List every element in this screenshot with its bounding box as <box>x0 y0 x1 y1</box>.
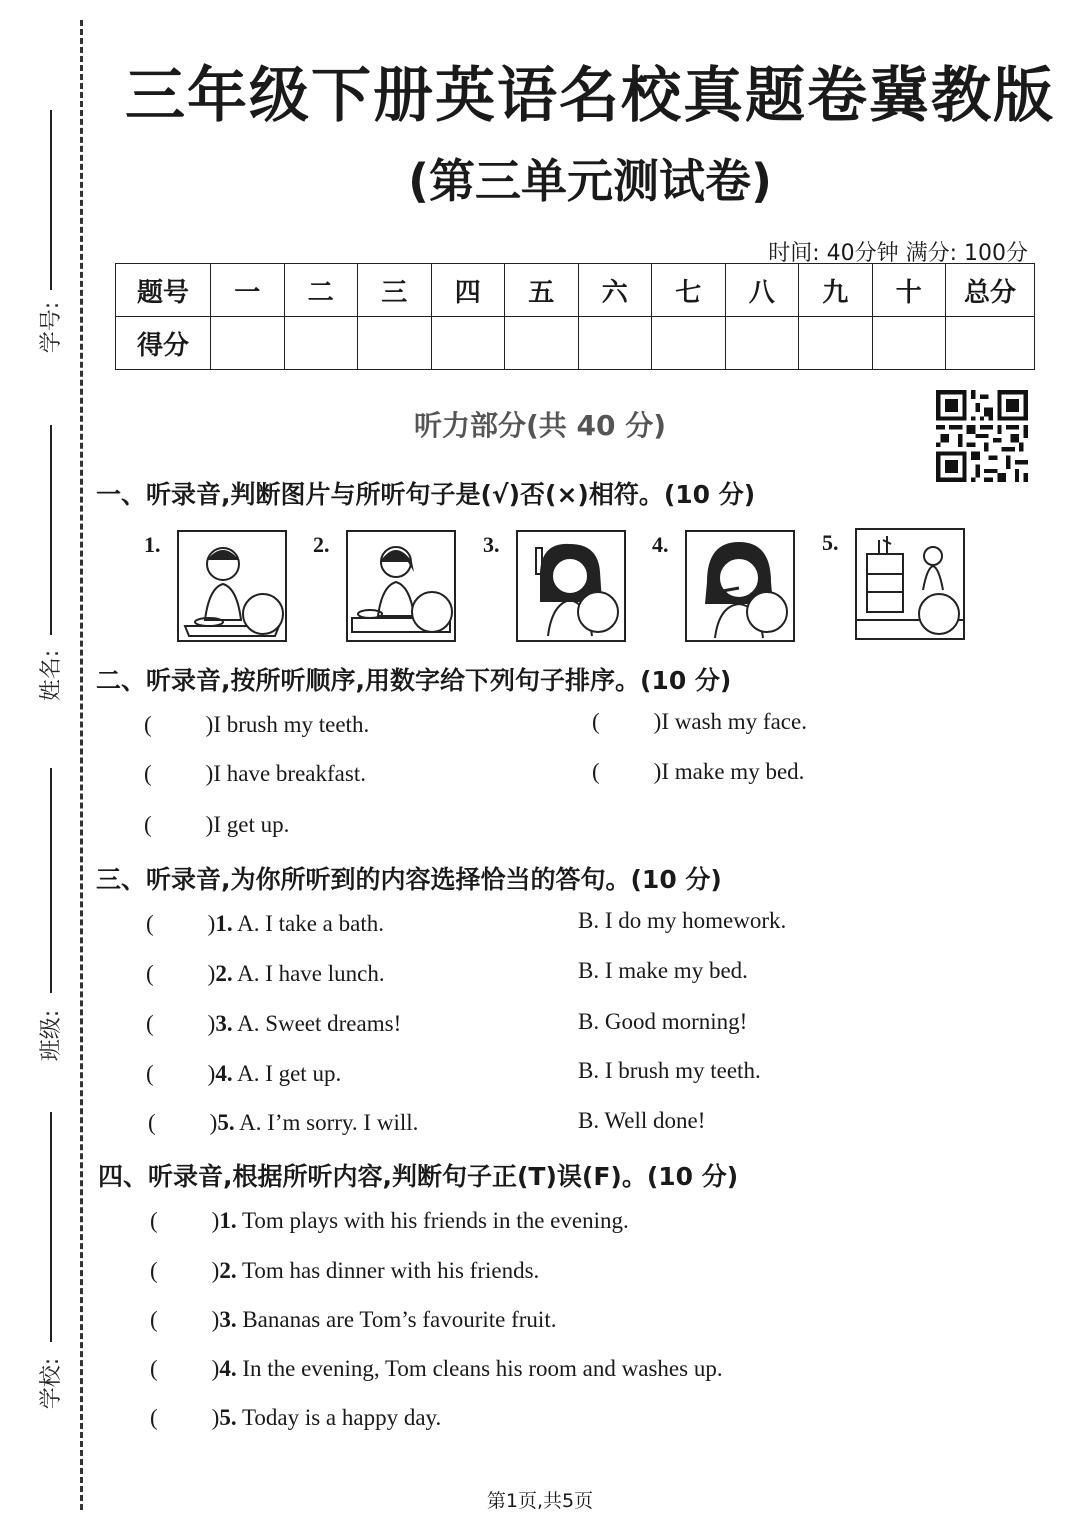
q4-heading: 四、听录音,根据所听内容,判断句子正(T)误(F)。(10 分) <box>98 1162 739 1191</box>
score-cell: 九 <box>799 264 873 317</box>
name-rule <box>50 425 52 635</box>
question-number: 1. <box>219 1208 237 1233</box>
score-cell: 题号 <box>116 264 211 317</box>
boy-washing-dishes-icon <box>179 532 285 640</box>
option-b: B. I brush my teeth. <box>578 1058 761 1083</box>
answer-paren-close: ) <box>209 1110 218 1135</box>
list-item <box>150 1356 723 1382</box>
answer-paren-open[interactable]: ( <box>150 1356 158 1381</box>
answer-paren-close: ) <box>653 709 662 734</box>
page-title: 三年级下册英语名校真题卷冀教版 <box>125 61 1055 131</box>
girl-brushing-teeth-icon <box>687 532 793 640</box>
score-cell: 三 <box>358 264 432 317</box>
score-table-score-row <box>116 317 1035 370</box>
list-item <box>146 961 385 987</box>
question-number: 3. <box>219 1307 237 1332</box>
statement-text: In the evening, Tom cleans his room and washes up. <box>242 1356 723 1381</box>
list-item <box>144 712 369 738</box>
option-a: A. I have lunch. <box>237 961 385 986</box>
question-number: 2. <box>219 1258 237 1283</box>
answer-paren-open[interactable]: ( <box>148 1110 156 1135</box>
score-blank[interactable] <box>872 317 946 370</box>
answer-paren-close: ) <box>211 1405 220 1430</box>
picture-3 <box>516 530 626 642</box>
score-blank[interactable] <box>725 317 799 370</box>
score-blank[interactable] <box>431 317 505 370</box>
exam-meta: 时间: 40分钟 满分: 100分 <box>768 241 1028 266</box>
answer-paren-open[interactable]: ( <box>150 1307 158 1332</box>
sentence-text: I brush my teeth. <box>213 712 370 737</box>
answer-paren-open[interactable]: ( <box>146 1061 154 1086</box>
question-number: 4. <box>215 1061 233 1086</box>
answer-paren-open[interactable]: ( <box>150 1208 158 1233</box>
statement-text: Tom has dinner with his friends. <box>241 1258 540 1283</box>
option-a: A. I’m sorry. I will. <box>239 1110 419 1135</box>
option-b: B. Good morning! <box>578 1009 748 1034</box>
score-table-header-row <box>116 264 1035 317</box>
list-item <box>150 1208 629 1234</box>
picture-2 <box>346 530 456 642</box>
list-item <box>146 1061 341 1087</box>
question-number: 5. <box>219 1405 237 1430</box>
option-b: B. Well done! <box>578 1108 706 1133</box>
statement-text: Bananas are Tom’s favourite fruit. <box>242 1307 557 1332</box>
answer-paren-close: ) <box>207 961 216 986</box>
option-a: A. I get up. <box>237 1061 342 1086</box>
student-id-label: 学号: <box>39 301 65 354</box>
answer-paren-close: ) <box>207 1011 216 1036</box>
answer-paren-close: ) <box>205 812 214 837</box>
score-cell: 五 <box>505 264 579 317</box>
picture-1 <box>177 530 287 642</box>
answer-paren-open[interactable]: ( <box>592 709 600 734</box>
score-blank[interactable] <box>946 317 1035 370</box>
picture-4 <box>685 530 795 642</box>
score-blank[interactable] <box>211 317 285 370</box>
list-item <box>144 812 289 838</box>
score-blank[interactable] <box>578 317 652 370</box>
answer-paren-open[interactable]: ( <box>146 911 154 936</box>
answer-paren-close: ) <box>211 1307 220 1332</box>
question-number: 5. <box>217 1110 235 1135</box>
score-cell: 总分 <box>946 264 1035 317</box>
q2-heading: 二、听录音,按所听顺序,用数字给下列句子排序。(10 分) <box>96 666 732 695</box>
option-b: B. I do my homework. <box>578 908 787 933</box>
score-cell: 十 <box>872 264 946 317</box>
score-blank[interactable] <box>652 317 726 370</box>
list-item <box>146 1011 401 1037</box>
answer-paren-open[interactable]: ( <box>150 1405 158 1430</box>
list-item <box>150 1405 441 1431</box>
answer-paren-open[interactable]: ( <box>144 712 152 737</box>
sentence-text: I have breakfast. <box>213 761 366 786</box>
answer-paren-open[interactable]: ( <box>146 961 154 986</box>
question-number: 1. <box>215 911 233 936</box>
girl-combing-hair-icon <box>518 532 624 640</box>
school-label: 学校: <box>39 1357 65 1410</box>
answer-paren-close: ) <box>205 712 214 737</box>
picture-number: 2. <box>313 532 330 557</box>
score-row-label: 得分 <box>116 317 211 370</box>
answer-paren-close: ) <box>211 1208 220 1233</box>
answer-paren-close: ) <box>205 761 214 786</box>
q3-heading: 三、听录音,为你所听到的内容选择恰当的答句。(10 分) <box>96 865 722 894</box>
answer-paren-open[interactable]: ( <box>144 812 152 837</box>
statement-text: Today is a happy day. <box>241 1405 442 1430</box>
picture-number: 4. <box>652 532 669 557</box>
score-table <box>115 263 1035 370</box>
score-cell: 七 <box>652 264 726 317</box>
score-cell: 六 <box>578 264 652 317</box>
answer-paren-close: ) <box>207 911 216 936</box>
page-footer: 第1页,共5页 <box>486 1490 594 1512</box>
qr-code-icon <box>930 390 1034 482</box>
picture-number: 1. <box>144 532 161 557</box>
statement-text: Tom plays with his friends in the evening. <box>241 1208 629 1233</box>
sentence-text: I wash my face. <box>661 709 807 734</box>
list-item <box>592 759 804 785</box>
answer-paren-open[interactable]: ( <box>146 1011 154 1036</box>
question-number: 2. <box>215 961 233 986</box>
picture-5 <box>855 528 965 640</box>
list-item <box>592 709 807 735</box>
name-label: 姓名: <box>39 649 65 702</box>
list-item <box>146 911 384 937</box>
answer-paren-open[interactable]: ( <box>592 759 600 784</box>
answer-paren-open[interactable]: ( <box>150 1258 158 1283</box>
score-cell: 四 <box>431 264 505 317</box>
picture-number: 5. <box>822 530 839 555</box>
answer-paren-close: ) <box>207 1061 216 1086</box>
sentence-text: I get up. <box>213 812 290 837</box>
score-cell: 一 <box>211 264 285 317</box>
score-cell: 二 <box>284 264 358 317</box>
student-id-rule <box>50 110 52 290</box>
list-item <box>150 1258 539 1284</box>
binding-dashed-line <box>80 20 83 1510</box>
question-number: 4. <box>219 1356 237 1381</box>
score-blank[interactable] <box>284 317 358 370</box>
listening-section-title: 听力部分(共 40 分) <box>413 409 667 442</box>
option-a: A. I take a bath. <box>237 911 384 936</box>
question-number: 3. <box>215 1011 233 1036</box>
q1-heading: 一、听录音,判断图片与所听句子是(√)否(×)相符。(10 分) <box>96 480 756 509</box>
answer-paren-close: ) <box>653 759 662 784</box>
option-a: A. Sweet dreams! <box>237 1011 402 1036</box>
score-blank[interactable] <box>799 317 873 370</box>
girl-by-cabinet-icon <box>857 530 963 638</box>
list-item <box>150 1307 556 1333</box>
sentence-text: I make my bed. <box>661 759 805 784</box>
list-item <box>148 1110 418 1136</box>
option-b: B. I make my bed. <box>578 958 748 983</box>
answer-paren-close: ) <box>211 1356 220 1381</box>
answer-paren-close: ) <box>211 1258 220 1283</box>
school-rule <box>50 1112 52 1342</box>
answer-paren-open[interactable]: ( <box>144 761 152 786</box>
girl-washing-dishes-icon <box>348 532 454 640</box>
page-subtitle: (第三单元测试卷) <box>407 154 773 208</box>
picture-number: 3. <box>483 532 500 557</box>
score-blank[interactable] <box>358 317 432 370</box>
list-item <box>144 761 366 787</box>
class-label: 班级: <box>39 1009 65 1062</box>
class-rule <box>50 768 52 993</box>
score-cell: 八 <box>725 264 799 317</box>
score-blank[interactable] <box>505 317 579 370</box>
